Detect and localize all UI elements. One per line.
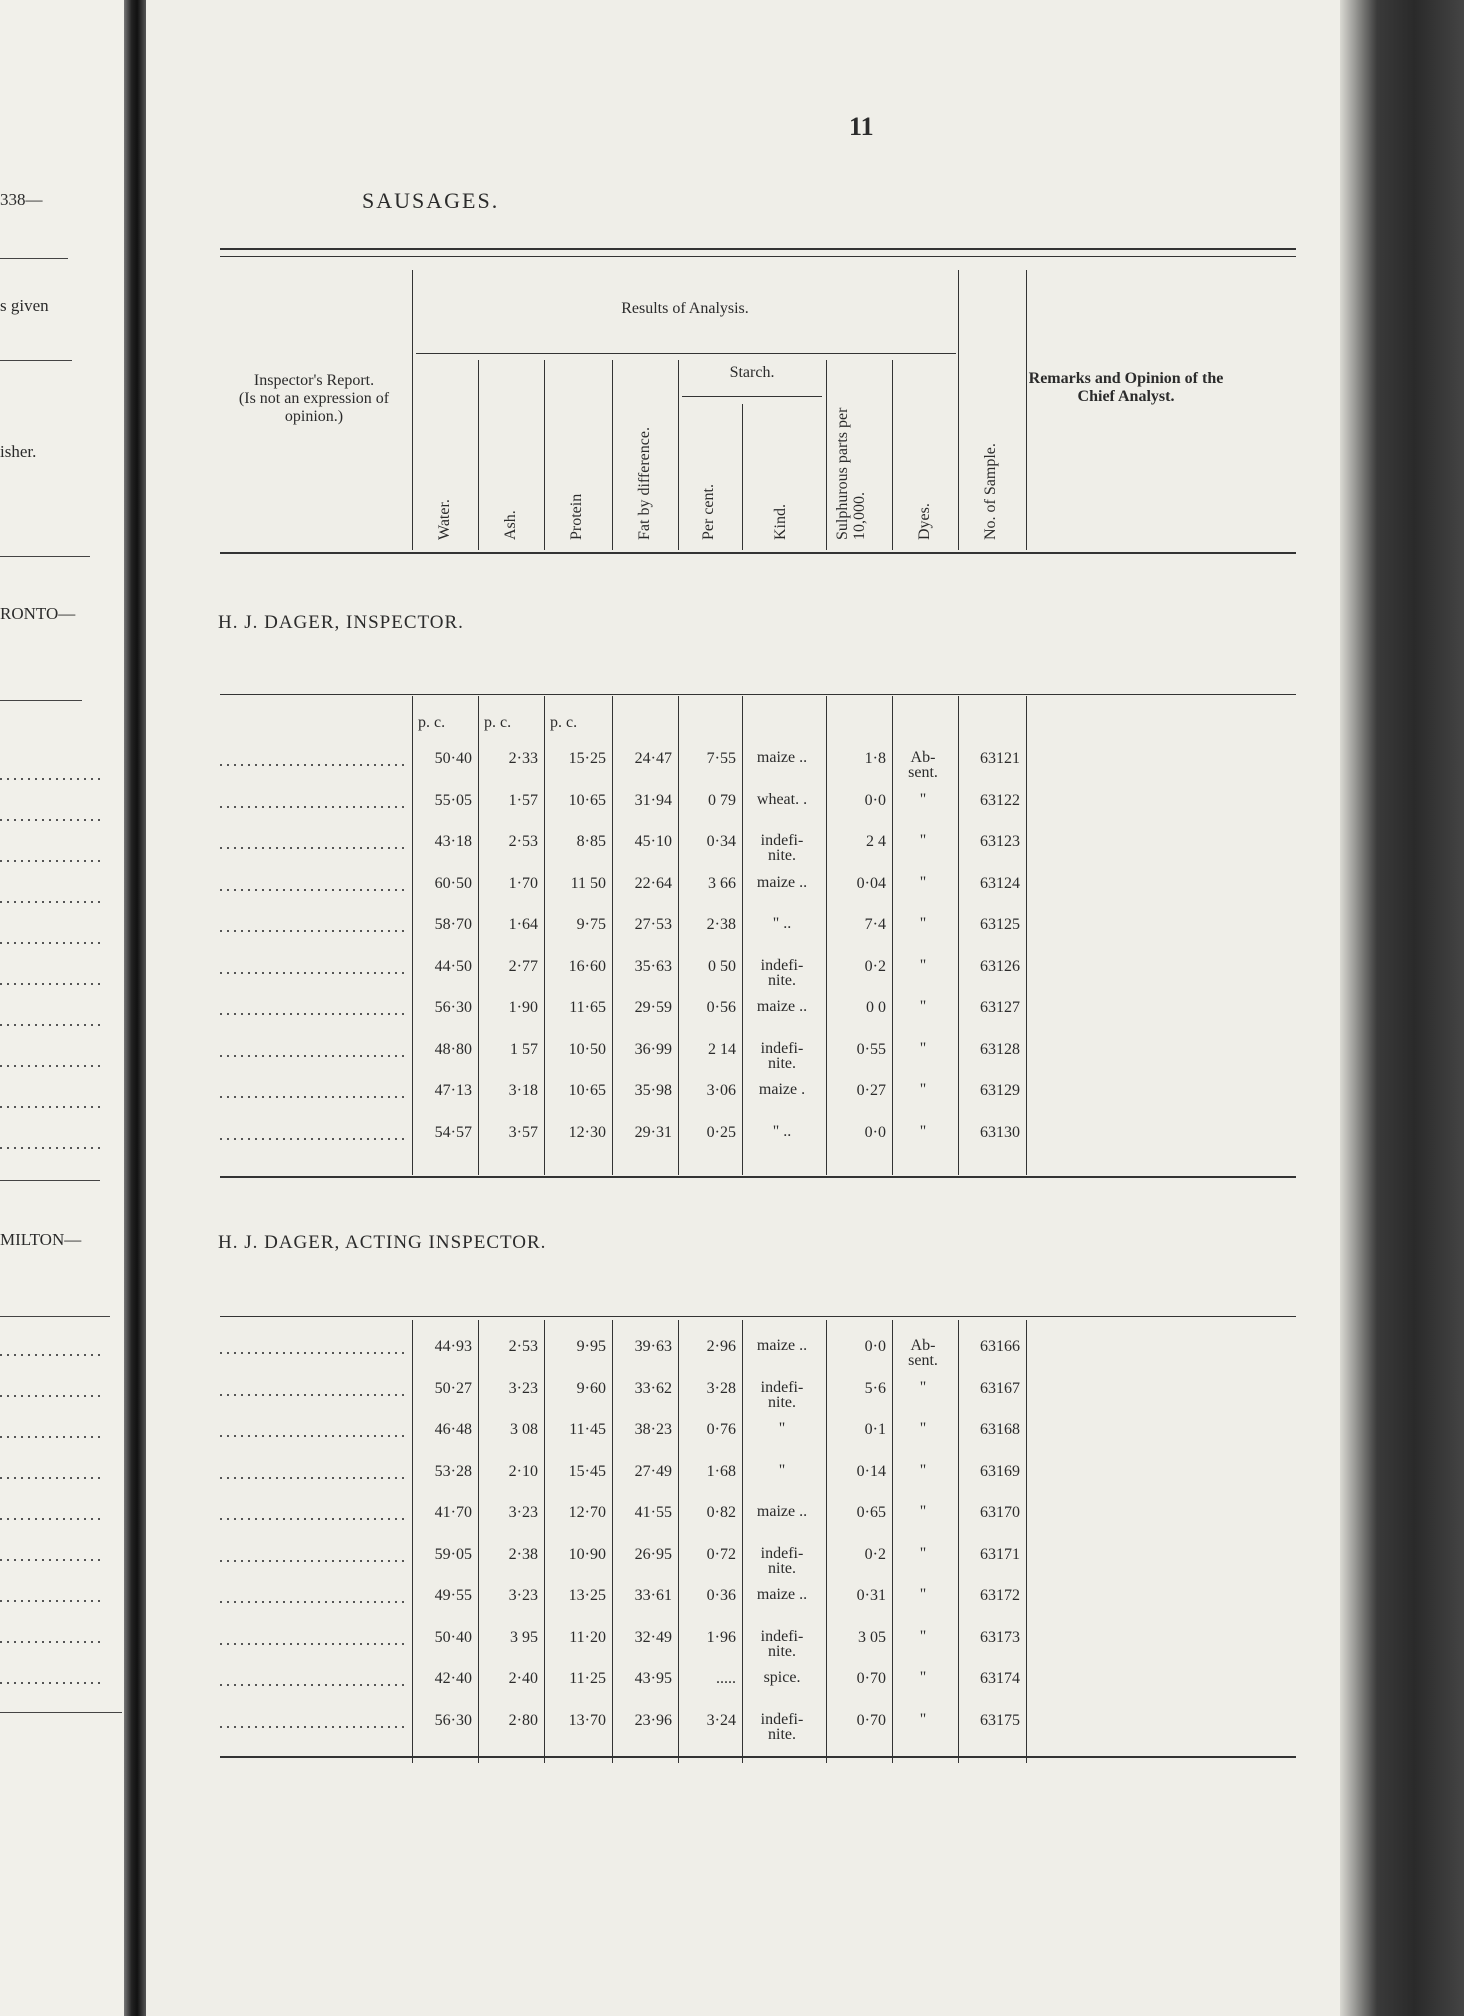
left-page-leader xyxy=(0,819,105,821)
cell-fat: 33·62 xyxy=(634,1379,672,1397)
report-leader xyxy=(220,1560,406,1562)
cell-ash: 3 08 xyxy=(510,1421,538,1438)
column-divider xyxy=(742,696,743,1175)
report-leader xyxy=(220,972,406,974)
cell-dyes: " xyxy=(919,1378,927,1396)
left-page-text: 338— xyxy=(0,190,43,209)
cell-dyes: Ab- sent. xyxy=(908,1337,938,1369)
cell-sulph: 0·14 xyxy=(856,1462,886,1480)
cell-protein: 10·65 xyxy=(568,1082,606,1099)
report-leader xyxy=(220,1643,406,1645)
cell-fat: 29·59 xyxy=(634,999,672,1016)
section2-bottom-rule xyxy=(220,1756,1296,1758)
header-divider xyxy=(678,360,679,550)
column-divider xyxy=(412,696,413,1175)
column-divider xyxy=(958,1320,959,1763)
cell-starch: 0·56 xyxy=(706,999,736,1016)
unit-label: p. c. xyxy=(484,714,512,731)
cell-ash: 2·33 xyxy=(508,750,538,767)
top-rule xyxy=(220,248,1296,250)
cell-dyes: " xyxy=(919,956,927,974)
cell-kind: " xyxy=(778,1420,786,1437)
cell-protein: 11·45 xyxy=(569,1421,606,1438)
cell-starch: 3·28 xyxy=(706,1379,736,1397)
cell-fat: 31·94 xyxy=(634,791,672,809)
cell-starch: 0·76 xyxy=(706,1421,736,1438)
left-page-leader xyxy=(0,1559,105,1561)
cell-fat: 22·64 xyxy=(634,874,672,892)
report-leader xyxy=(220,806,406,808)
column-divider xyxy=(958,696,959,1175)
cell-kind: indefi- nite. xyxy=(760,1710,804,1743)
cell-fat: 24·47 xyxy=(634,750,672,767)
cell-water: 50·27 xyxy=(434,1379,472,1397)
cell-no: 63171 xyxy=(980,1545,1020,1563)
cell-sulph: 7·4 xyxy=(864,916,886,933)
report-leader xyxy=(220,1684,406,1686)
section1-top-rule xyxy=(220,694,1296,695)
cell-sulph: 0·70 xyxy=(856,1711,886,1729)
cell-ash: 1·90 xyxy=(508,999,538,1016)
cell-fat: 27·49 xyxy=(634,1462,672,1480)
cell-water: 55·05 xyxy=(434,791,472,809)
left-page-leader xyxy=(0,1024,105,1026)
cell-protein: 10·65 xyxy=(568,791,606,809)
column-divider xyxy=(478,1320,479,1763)
cell-protein: 11 50 xyxy=(570,874,606,892)
cell-sulph: 3 05 xyxy=(858,1628,886,1646)
report-leader xyxy=(220,1601,406,1603)
column-divider xyxy=(478,696,479,1175)
report-leader xyxy=(220,1394,406,1396)
cell-sulph: 0·0 xyxy=(864,1123,886,1141)
left-page-leader xyxy=(0,1477,105,1479)
report-leader xyxy=(220,1726,406,1728)
cell-water: 44·50 xyxy=(434,957,472,975)
left-page-rule xyxy=(0,700,82,701)
report-leader xyxy=(220,1352,406,1354)
inspector-report-label: Inspector's Report. xyxy=(253,372,375,389)
column-divider xyxy=(1026,1320,1027,1763)
water-header: Water. xyxy=(436,499,453,540)
cell-fat: 35·63 xyxy=(634,957,672,975)
column-divider xyxy=(612,1320,613,1763)
cell-dyes: " xyxy=(919,1122,927,1140)
cell-kind: indefi- nite. xyxy=(760,832,804,864)
column-divider xyxy=(678,696,679,1175)
cell-starch: 0·25 xyxy=(706,1123,736,1141)
cell-dyes: " xyxy=(919,915,927,932)
report-leader xyxy=(220,1096,406,1098)
cell-sulph: 0·27 xyxy=(856,1082,886,1099)
cell-ash: 3 95 xyxy=(510,1628,538,1646)
cell-starch: 7·55 xyxy=(706,750,736,767)
cell-fat: 33·61 xyxy=(634,1587,672,1604)
cell-protein: 12·70 xyxy=(568,1504,606,1521)
cell-water: 49·55 xyxy=(434,1587,472,1604)
left-page-leader xyxy=(0,1395,105,1397)
kind-header: Kind. xyxy=(772,504,789,540)
cell-protein: 15·25 xyxy=(568,750,606,767)
cell-no: 63125 xyxy=(980,916,1020,933)
cell-ash: 2·38 xyxy=(508,1545,538,1563)
left-page-leader xyxy=(0,860,105,862)
sulphurous-header: Sulphurous parts per 10,000. xyxy=(834,407,868,540)
cell-water: 60·50 xyxy=(434,874,472,892)
left-page-leader xyxy=(0,901,105,903)
cell-sulph: 0·55 xyxy=(856,1040,886,1058)
cell-no: 63128 xyxy=(980,1040,1020,1058)
cell-protein: 12·30 xyxy=(568,1123,606,1141)
left-page-rule xyxy=(0,556,90,557)
cell-water: 59·05 xyxy=(434,1545,472,1563)
header-divider xyxy=(958,270,959,550)
header-divider xyxy=(742,404,743,550)
starch-underline xyxy=(682,396,822,397)
column-divider xyxy=(826,696,827,1175)
cell-dyes: " xyxy=(919,1461,927,1479)
cell-sulph: 0·1 xyxy=(864,1421,886,1438)
cell-kind: " .. xyxy=(772,1122,792,1140)
cell-dyes: " xyxy=(919,1503,927,1520)
cell-sulph: 0·0 xyxy=(864,1338,886,1355)
cell-dyes: " xyxy=(919,1544,927,1562)
cell-fat: 41·55 xyxy=(634,1504,672,1521)
remarks-header: Remarks and Opinion of the Chief Analyst. xyxy=(1028,370,1224,405)
report-leader xyxy=(220,1055,406,1057)
cell-protein: 9·75 xyxy=(576,916,606,933)
cell-no: 63172 xyxy=(980,1587,1020,1604)
cell-dyes: " xyxy=(919,1039,927,1057)
cell-water: 48·80 xyxy=(434,1040,472,1058)
cell-protein: 11·65 xyxy=(569,999,606,1016)
cell-sulph: 0·65 xyxy=(856,1504,886,1521)
cell-dyes: " xyxy=(919,1710,927,1728)
cell-dyes: " xyxy=(919,1081,927,1098)
cell-water: 56·30 xyxy=(434,999,472,1016)
cell-dyes: " xyxy=(919,873,927,891)
cell-water: 53·28 xyxy=(434,1462,472,1480)
cell-starch: 2·96 xyxy=(706,1338,736,1355)
top-rule-thin xyxy=(220,256,1296,257)
report-leader xyxy=(220,1013,406,1015)
cell-ash: 2·40 xyxy=(508,1670,538,1687)
cell-protein: 13·25 xyxy=(568,1587,606,1604)
left-page-leader xyxy=(0,1682,105,1684)
left-page-text: MILTON— xyxy=(0,1230,82,1249)
right-page xyxy=(146,0,1364,2016)
cell-no: 63121 xyxy=(980,750,1020,767)
cell-kind: maize .. xyxy=(756,1586,808,1603)
cell-sulph: 0·04 xyxy=(856,874,886,892)
section-title: SAUSAGES. xyxy=(362,188,500,213)
left-page-leader xyxy=(0,1065,105,1067)
cell-water: 56·30 xyxy=(434,1711,472,1729)
cell-protein: 16·60 xyxy=(568,957,606,975)
cell-kind: maize .. xyxy=(756,1503,808,1520)
cell-kind: indefi- nite. xyxy=(760,1627,804,1660)
cell-protein: 11·25 xyxy=(569,1670,606,1687)
cell-sulph: 0·70 xyxy=(856,1670,886,1687)
cell-fat: 27·53 xyxy=(634,916,672,933)
cell-dyes: " xyxy=(919,1669,927,1686)
column-divider xyxy=(1026,696,1027,1175)
cell-ash: 3·18 xyxy=(508,1082,538,1099)
cell-protein: 15·45 xyxy=(568,1462,606,1480)
cell-fat: 39·63 xyxy=(634,1338,672,1355)
cell-water: 44·93 xyxy=(434,1338,472,1355)
cell-dyes: " xyxy=(919,832,927,849)
cell-kind: maize .. xyxy=(756,998,808,1015)
cell-starch: 3 66 xyxy=(708,874,736,892)
cell-starch: ..... xyxy=(716,1670,736,1687)
cell-kind: indefi- nite. xyxy=(760,956,804,989)
cell-ash: 2·80 xyxy=(508,1711,538,1729)
cell-kind: " .. xyxy=(772,915,792,932)
cell-protein: 10·90 xyxy=(568,1545,606,1563)
section1-title: H. J. DAGER, INSPECTOR. xyxy=(218,612,464,633)
cell-no: 63170 xyxy=(980,1504,1020,1521)
left-page-text: s given xyxy=(0,296,49,315)
cell-starch: 1·96 xyxy=(706,1628,736,1646)
cell-fat: 26·95 xyxy=(634,1545,672,1563)
cell-fat: 45·10 xyxy=(634,833,672,850)
column-divider xyxy=(742,1320,743,1763)
cell-dyes: " xyxy=(919,1586,927,1603)
left-page-text: isher. xyxy=(0,442,37,461)
cell-starch: 3·24 xyxy=(706,1711,736,1729)
report-leader xyxy=(220,1518,406,1520)
cell-water: 46·48 xyxy=(434,1421,472,1438)
cell-ash: 2·77 xyxy=(508,957,538,975)
cell-dyes: Ab- sent. xyxy=(908,749,938,781)
cell-starch: 0 50 xyxy=(708,957,736,975)
cell-ash: 3·23 xyxy=(508,1587,538,1604)
report-leader xyxy=(220,889,406,891)
cell-water: 43·18 xyxy=(434,833,472,850)
left-page-rule xyxy=(0,1316,110,1317)
cell-starch: 2·38 xyxy=(706,916,736,933)
cell-protein: 13·70 xyxy=(568,1711,606,1729)
header-divider xyxy=(478,360,479,550)
cell-no: 63129 xyxy=(980,1082,1020,1099)
inspector-report-header xyxy=(216,372,412,426)
header-divider xyxy=(1026,270,1027,550)
cell-sulph: 0·2 xyxy=(864,957,886,975)
left-page-leader xyxy=(0,778,105,780)
section2-top-rule xyxy=(220,1316,1296,1317)
cell-ash: 2·10 xyxy=(508,1462,538,1480)
cell-water: 54·57 xyxy=(434,1123,472,1141)
header-bottom-rule xyxy=(220,552,1296,554)
cell-starch: 0·34 xyxy=(706,833,736,850)
cell-dyes: " xyxy=(919,790,927,808)
sample-no-header: No. of Sample. xyxy=(982,443,999,540)
cell-fat: 32·49 xyxy=(634,1628,672,1646)
header-divider xyxy=(826,360,827,550)
column-divider xyxy=(892,696,893,1175)
cell-kind: indefi- nite. xyxy=(760,1039,804,1072)
cell-ash: 2·53 xyxy=(508,833,538,850)
left-page-leader xyxy=(0,1600,105,1602)
report-leader xyxy=(220,1435,406,1437)
cell-no: 63174 xyxy=(980,1670,1020,1687)
report-leader xyxy=(220,764,406,766)
cell-sulph: 0 0 xyxy=(866,999,886,1016)
cell-dyes: " xyxy=(919,998,927,1015)
cell-no: 63173 xyxy=(980,1628,1020,1646)
left-page-leader xyxy=(0,1436,105,1438)
cell-ash: 3·23 xyxy=(508,1504,538,1521)
column-divider xyxy=(826,1320,827,1763)
cell-kind: " xyxy=(778,1461,786,1479)
left-page-leader xyxy=(0,1518,105,1520)
cell-starch: 2 14 xyxy=(708,1040,736,1058)
cell-protein: 9·60 xyxy=(576,1379,606,1397)
cell-water: 41·70 xyxy=(434,1504,472,1521)
cell-ash: 2·53 xyxy=(508,1338,538,1355)
cell-no: 63123 xyxy=(980,833,1020,850)
cell-kind: wheat. . xyxy=(756,790,808,808)
column-divider xyxy=(544,1320,545,1763)
cell-ash: 1·64 xyxy=(508,916,538,933)
cell-dyes: " xyxy=(919,1627,927,1645)
cell-kind: indefi- nite. xyxy=(760,1544,804,1577)
cell-no: 63167 xyxy=(980,1379,1020,1397)
left-page-rule xyxy=(0,258,68,259)
cell-kind: indefi- nite. xyxy=(760,1378,804,1411)
cell-kind: maize .. xyxy=(756,749,808,766)
cell-water: 58·70 xyxy=(434,916,472,933)
cell-fat: 23·96 xyxy=(634,1711,672,1729)
protein-header: Protein xyxy=(568,493,585,540)
left-page-leader xyxy=(0,1106,105,1108)
report-leader xyxy=(220,1477,406,1479)
left-page-text: RONTO— xyxy=(0,604,76,623)
cell-kind: maize .. xyxy=(756,1337,808,1354)
cell-starch: 0·82 xyxy=(706,1504,736,1521)
header-divider xyxy=(612,360,613,550)
page-number: 11 xyxy=(849,112,874,141)
cell-no: 63124 xyxy=(980,874,1020,892)
cell-no: 63122 xyxy=(980,791,1020,809)
cell-no: 63126 xyxy=(980,957,1020,975)
cell-fat: 38·23 xyxy=(634,1421,672,1438)
cell-kind: spice. xyxy=(763,1669,801,1686)
left-page xyxy=(0,0,130,2016)
cell-starch: 1·68 xyxy=(706,1462,736,1480)
cell-protein: 10·50 xyxy=(568,1040,606,1058)
column-divider xyxy=(678,1320,679,1763)
cell-ash: 1·70 xyxy=(508,874,538,892)
report-leader xyxy=(220,930,406,932)
inspector-report-note: (Is not an expression of opinion.) xyxy=(238,390,390,425)
results-header: Results of Analysis. xyxy=(621,300,749,317)
dyes-header: Dyes. xyxy=(916,503,933,540)
column-divider xyxy=(544,696,545,1175)
cell-starch: 0·36 xyxy=(706,1587,736,1604)
section1-bottom-rule xyxy=(220,1176,1296,1178)
cell-kind: maize . xyxy=(758,1081,806,1098)
left-page-leader xyxy=(0,942,105,944)
left-page-rule xyxy=(0,1712,122,1713)
cell-water: 50·40 xyxy=(434,750,472,767)
cell-protein: 9·95 xyxy=(576,1338,606,1355)
cell-sulph: 2 4 xyxy=(866,833,886,850)
book-gutter xyxy=(124,0,146,2016)
left-page-rule xyxy=(0,360,72,361)
cell-ash: 1 57 xyxy=(510,1040,538,1058)
left-page-rule xyxy=(0,1180,100,1181)
cell-ash: 1·57 xyxy=(508,791,538,809)
cell-no: 63130 xyxy=(980,1123,1020,1141)
header-divider xyxy=(544,360,545,550)
header-divider xyxy=(892,360,893,550)
cell-fat: 29·31 xyxy=(634,1123,672,1141)
cell-starch: 0 79 xyxy=(708,791,736,809)
cell-protein: 11·20 xyxy=(569,1628,606,1646)
cell-ash: 3·23 xyxy=(508,1379,538,1397)
cell-sulph: 5·6 xyxy=(864,1379,886,1397)
cell-fat: 43·95 xyxy=(634,1670,672,1687)
cell-no: 63175 xyxy=(980,1711,1020,1729)
results-underline xyxy=(416,353,956,354)
fat-header: Fat by difference. xyxy=(636,427,653,540)
cell-fat: 36·99 xyxy=(634,1040,672,1058)
unit-label: p. c. xyxy=(418,714,446,731)
cell-water: 47·13 xyxy=(434,1082,472,1099)
left-page-leader xyxy=(0,1147,105,1149)
cell-ash: 3·57 xyxy=(508,1123,538,1141)
cell-sulph: 0·0 xyxy=(864,791,886,809)
per-cent-header: Per cent. xyxy=(700,484,717,540)
left-page-leader xyxy=(0,983,105,985)
cell-no: 63127 xyxy=(980,999,1020,1016)
report-leader xyxy=(220,847,406,849)
cell-sulph: 0·31 xyxy=(856,1587,886,1604)
cell-kind: maize .. xyxy=(756,873,808,891)
left-page-leader xyxy=(0,1354,105,1356)
section2-title: H. J. DAGER, ACTING INSPECTOR. xyxy=(218,1232,547,1253)
cell-no: 63168 xyxy=(980,1421,1020,1438)
column-divider xyxy=(412,1320,413,1763)
cell-fat: 35·98 xyxy=(634,1082,672,1099)
report-leader xyxy=(220,1138,406,1140)
cell-water: 50·40 xyxy=(434,1628,472,1646)
cell-starch: 3·06 xyxy=(706,1082,736,1099)
page-edge xyxy=(1340,0,1464,2016)
unit-label: p. c. xyxy=(550,714,578,731)
cell-no: 63169 xyxy=(980,1462,1020,1480)
left-page-leader xyxy=(0,1641,105,1643)
cell-sulph: 0·2 xyxy=(864,1545,886,1563)
cell-protein: 8·85 xyxy=(576,833,606,850)
ash-header: Ash. xyxy=(502,510,519,540)
cell-starch: 0·72 xyxy=(706,1545,736,1563)
column-divider xyxy=(892,1320,893,1763)
cell-water: 42·40 xyxy=(434,1670,472,1687)
cell-dyes: " xyxy=(919,1420,927,1437)
starch-header: Starch. xyxy=(729,364,775,381)
cell-sulph: 1·8 xyxy=(864,750,886,767)
cell-no: 63166 xyxy=(980,1338,1020,1355)
column-divider xyxy=(612,696,613,1175)
